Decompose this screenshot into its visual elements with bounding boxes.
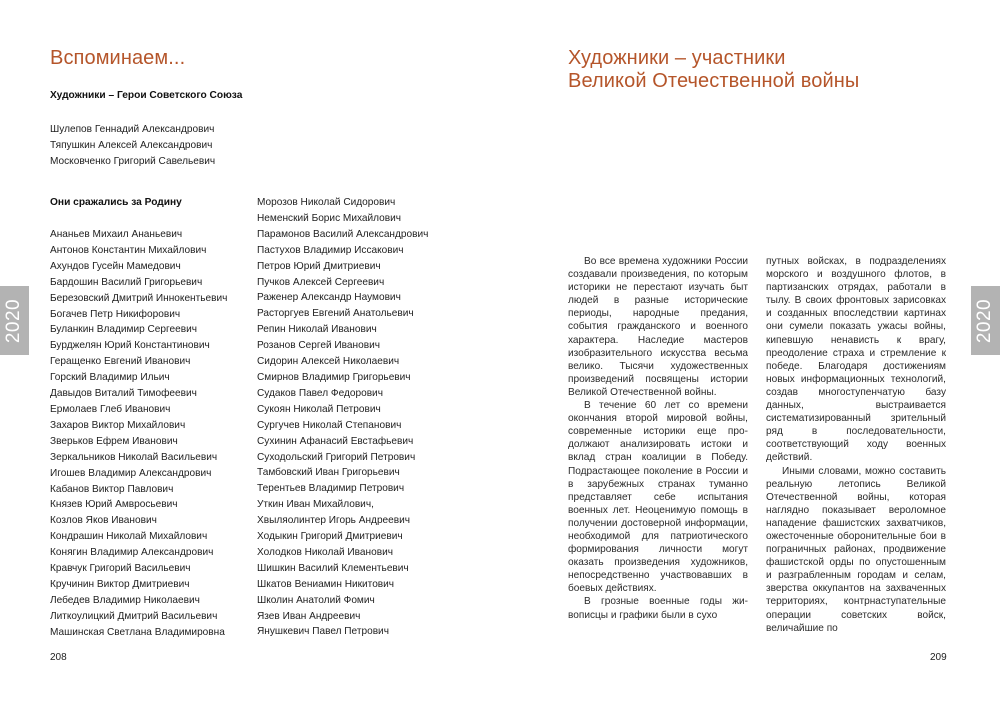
right-page — [500, 0, 1000, 710]
artist-name: Тамбовский Иван Григорьевич — [257, 467, 400, 479]
artist-name: Бардошин Василий Григорьевич — [50, 276, 203, 288]
artist-name: Розанов Сергей Иванович — [257, 340, 380, 352]
names-column-1 — [50, 227, 227, 641]
artist-name: Захаров Виктор Михайлович — [50, 419, 186, 431]
paragraph: Во все времена художники России создавали произведения, по которым историки не перестают изучать быт людей в разные исторические периоды, народные предания, события гражданского и военного характера. Наследие мастеров изобразительного искусства весьма велико. Тысячи художественных произведений посвящены истории Великой Отечественной войны. — [568, 256, 748, 398]
artist-name: Суходольский Григорий Петрович — [257, 451, 416, 463]
artist-name: Пучков Алексей Сергеевич — [257, 276, 385, 288]
year-label: 2020 — [974, 298, 996, 343]
artist-name: Хвыляолинтер Игорь Андреевич — [257, 515, 411, 527]
year-tab — [0, 286, 29, 355]
text-column-2 — [766, 255, 946, 635]
artist-name: Сухинин Афанасий Евстафьевич — [257, 435, 414, 447]
artist-name: Литкоулицкий Дмитрий Васильевич — [50, 610, 218, 622]
artist-name: Буланкин Владимир Сергеевич — [50, 324, 197, 336]
heroes-list — [50, 122, 215, 170]
artist-name: Янушкевич Павел Петрович — [257, 626, 389, 638]
hero-name: Шулепов Геннадий Александрович — [50, 124, 215, 135]
artist-name: Холодков Николай Иванович — [257, 546, 393, 558]
artist-name: Березовский Дмитрий Иннокентьевич — [50, 292, 228, 304]
artist-name: Школин Анатолий Фомич — [257, 594, 375, 606]
title-line-1: Художники – участники — [568, 47, 786, 69]
paragraph: путных войсках, в подразделениях морского и воздушного флотов, в партизанских отрядах, работали в тылу. В своих фронтовых зарисовках и созданных впоследствии картинах они сумели показать ужасы войны, кипевшую ненависть к врагу, преодоление страха и стремление к победе. Благодаря достижениям новых информационных технологий, создав многоступенчатую базу данных, выстраивается систематизированный зрительный ряд в последовательности, соответствующий ходу военных действий. — [766, 256, 946, 464]
artist-name: Богачев Петр Никифорович — [50, 308, 181, 320]
year-tab — [971, 286, 1000, 355]
hero-name: Тяпушкин Алексей Александрович — [50, 139, 213, 151]
page-number: 209 — [930, 652, 947, 663]
artist-name: Лебедев Владимир Николаевич — [50, 594, 200, 606]
artist-name: Конягин Владимир Александрович — [50, 547, 214, 559]
artist-name: Кравчук Григорий Васильевич — [50, 563, 191, 575]
artist-name: Расторгуев Евгений Анатольевич — [257, 308, 414, 320]
names-column-2 — [257, 195, 428, 640]
artist-name: Судаков Павел Федорович — [257, 387, 383, 399]
artist-name: Шишкин Василий Клементьевич — [257, 562, 409, 574]
artist-name: Кабанов Виктор Павлович — [50, 483, 174, 495]
hero-name: Московченко Григорий Савельевич — [50, 155, 216, 167]
artist-name: Сургучев Николай Степанович — [257, 419, 402, 431]
artist-name: Парамонов Василий Александрович — [257, 228, 429, 240]
artist-name: Неменский Борис Михайлович — [257, 212, 402, 224]
artist-name: Язев Иван Андреевич — [257, 610, 361, 622]
artist-name: Игошев Владимир Александрович — [50, 467, 212, 479]
artist-name: Морозов Николай Сидорович — [257, 197, 396, 208]
fought-heading: Они сражались за Родину — [50, 197, 182, 208]
artist-name: Козлов Яков Иванович — [50, 515, 157, 527]
artist-name: Зверьков Ефрем Иванович — [50, 435, 178, 447]
artist-name: Шкатов Вениамин Никитович — [257, 578, 395, 590]
heroes-heading: Художники – Герои Советского Союза — [50, 90, 243, 101]
artist-name: Антонов Константин Михайлович — [50, 244, 207, 256]
page-title-artists-participants — [568, 47, 859, 93]
title-line-2: Великой Отечественной войны — [568, 70, 860, 92]
artist-name: Терентьев Владимир Петрович — [257, 483, 405, 495]
artist-name: Уткин Иван Михайлович, — [257, 499, 374, 511]
artist-name: Репин Николай Иванович — [257, 324, 377, 336]
artist-name: Машинская Светлана Владимировна — [50, 626, 225, 638]
artist-name: Ананьев Михаил Ананьевич — [50, 229, 183, 240]
paragraph: Иными словами, можно составить реальную летопись Великой Отечественной войны, которая наглядно показывает вероломное нападение фашистских захватчиков, ожесточенные оборонительные бои в пограничных районах, продвижение фашистской орды по опустошенным и разграбленным городам и селам, зверства оккупантов на захваченных территориях, контрнаступательные операции советских войск, величайшие по — [766, 465, 946, 634]
page-number: 208 — [50, 652, 67, 663]
artist-name: Горский Владимир Ильич — [50, 372, 170, 384]
artist-name: Ермолаев Глеб Иванович — [50, 403, 171, 415]
artist-name: Смирнов Владимир Григорьевич — [257, 371, 411, 383]
artist-name: Сукоян Николай Петрович — [257, 403, 381, 415]
year-label: 2020 — [3, 298, 25, 343]
paragraph: В грозные военные годы живописцы и графики были в сухо — [568, 596, 748, 621]
artist-name: Геращенко Евгений Иванович — [50, 356, 191, 368]
artist-name: Петров Юрий Дмитриевич — [257, 260, 381, 272]
artist-name: Кручинин Виктор Дмитриевич — [50, 578, 190, 590]
artist-name: Раженер Александр Наумович — [257, 292, 401, 304]
artist-name: Сидорин Алексей Николаевич — [257, 356, 400, 368]
artist-name: Пастухов Владимир Иссакович — [257, 244, 404, 256]
artist-name: Зеркальников Николай Васильевич — [50, 451, 218, 463]
artist-name: Давыдов Виталий Тимофеевич — [50, 388, 197, 400]
artist-name: Князев Юрий Амвросьевич — [50, 499, 178, 511]
paragraph: В течение 60 лет со времени окончания второй мировой войны, современные историки еще продолжают анализировать истоки и вклад стран коалиции в Победу. Подрастающее поколение в России и в зарубежных странах туманно представляет себе испытания военных лет. Неоценимую помощь в получении достоверной информации, необходимой для патриотического формирования личности могут оказать произведения художников, непосредственно участвовавших в боевых действиях. — [568, 400, 748, 595]
artist-name: Кондрашин Николай Михайлович — [50, 531, 208, 543]
artist-name: Ахундов Гусейн Мамедович — [50, 260, 181, 272]
page-title-remember: Вспоминаем... — [50, 47, 186, 69]
artist-name: Ходыкин Григорий Дмитриевич — [257, 531, 403, 543]
artist-name: Бурджелян Юрий Константинович — [50, 340, 210, 352]
text-column-1 — [568, 255, 748, 622]
